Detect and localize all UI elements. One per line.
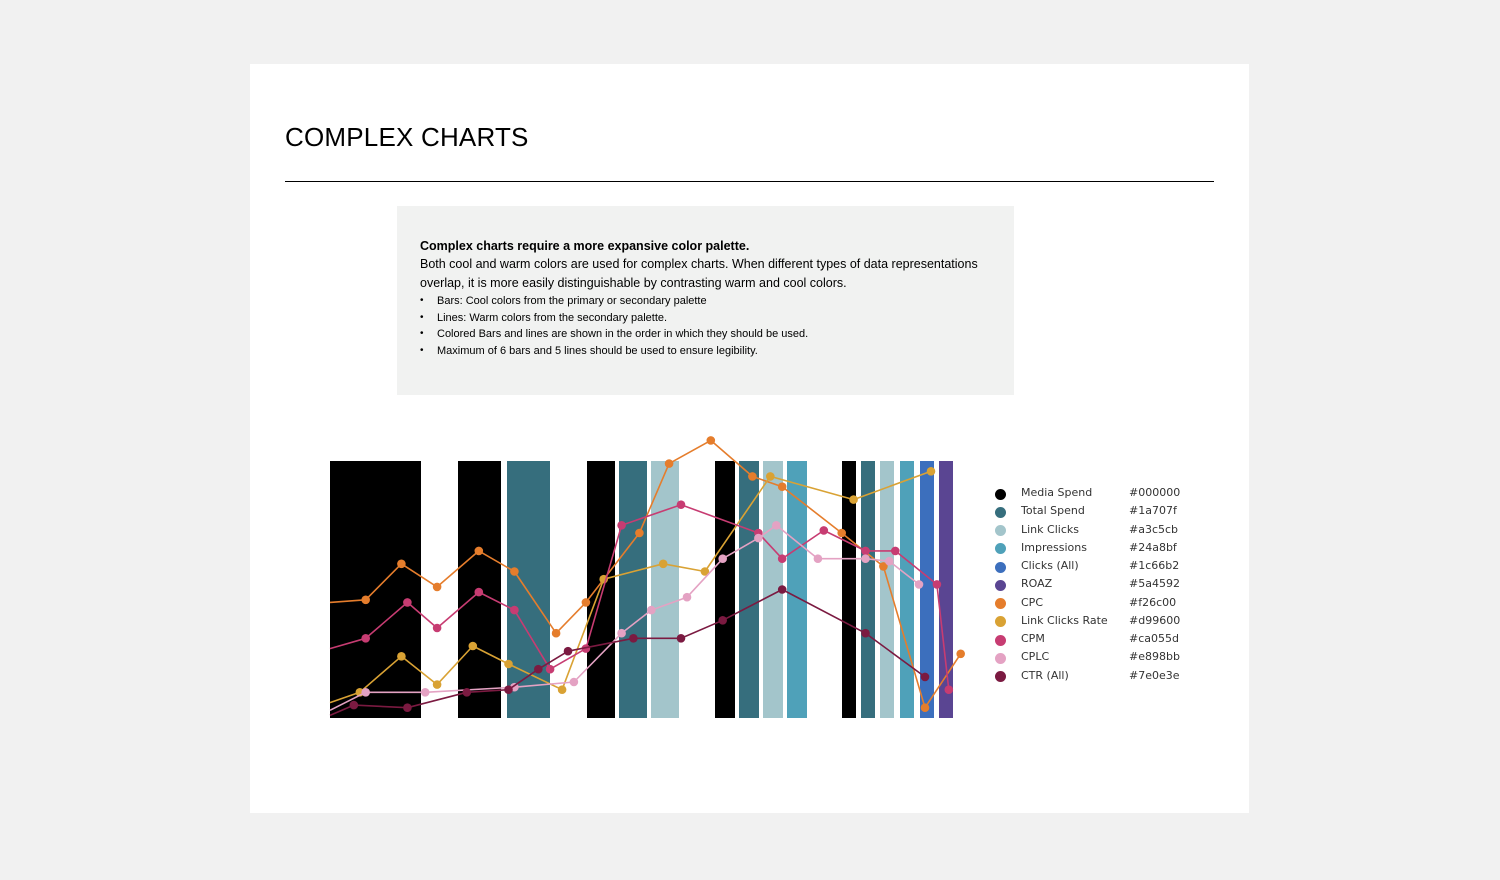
- legend-swatch: [995, 507, 1006, 518]
- point-cplc: [861, 554, 870, 563]
- legend-hex-code: #7e0e3e: [1129, 668, 1180, 682]
- legend-hex-code: #5a4592: [1129, 577, 1180, 591]
- legend-item: [995, 595, 1195, 613]
- point-ctr-all: [463, 688, 472, 697]
- point-cplc: [421, 688, 430, 697]
- bar-total-spend: [619, 461, 647, 718]
- point-cpm: [945, 685, 954, 694]
- point-ctr-all: [534, 665, 543, 674]
- point-cpc: [397, 560, 406, 569]
- point-link-clicks-rate: [927, 467, 936, 476]
- point-link-clicks-rate: [849, 495, 858, 504]
- point-cpm: [617, 521, 626, 530]
- legend-hex-code: #24a8bf: [1129, 540, 1177, 554]
- point-ctr-all: [350, 701, 359, 710]
- legend-item: [995, 613, 1195, 631]
- point-cpc: [665, 459, 674, 468]
- legend-label: Total Spend: [1021, 504, 1085, 518]
- point-cpc: [635, 529, 644, 538]
- legend-label: Link Clicks Rate: [1021, 613, 1108, 627]
- legend-label: Media Spend: [1021, 486, 1093, 499]
- legend-item: [995, 668, 1195, 686]
- point-cpm: [475, 588, 484, 597]
- legend-swatch: [995, 616, 1006, 627]
- point-ctr-all: [861, 629, 870, 638]
- legend-item: [995, 522, 1195, 540]
- point-cplc: [617, 629, 626, 638]
- point-cpc: [475, 547, 484, 556]
- point-cpc: [837, 529, 846, 538]
- legend-item: [995, 558, 1195, 576]
- point-cplc: [361, 688, 370, 697]
- point-cpm: [677, 500, 686, 509]
- legend-label: Link Clicks: [1021, 522, 1079, 536]
- point-cpm: [861, 547, 870, 556]
- point-cpm: [361, 634, 370, 643]
- point-cplc: [885, 557, 894, 566]
- legend-label: CPM: [1021, 632, 1045, 645]
- point-cpc: [707, 436, 716, 445]
- bullet-glyph: •: [420, 328, 424, 339]
- point-link-clicks-rate: [433, 680, 442, 689]
- point-cpm: [778, 554, 787, 563]
- legend-hex-code: #000000: [1129, 486, 1181, 499]
- legend-swatch: [995, 671, 1006, 682]
- legend-label: CPLC: [1021, 650, 1050, 664]
- bullet-glyph: •: [420, 311, 424, 323]
- bar-total-spend: [861, 461, 875, 718]
- page-card: [250, 64, 1249, 813]
- point-cpc: [956, 650, 965, 659]
- bar-total-spend: [507, 461, 550, 718]
- point-ctr-all: [921, 673, 930, 682]
- point-ctr-all: [629, 634, 638, 643]
- bar-media-spend: [715, 461, 735, 718]
- point-cplc: [683, 593, 692, 602]
- point-cplc: [915, 580, 924, 589]
- page-title: COMPLEX CHARTS: [285, 122, 529, 152]
- point-cpm: [891, 547, 900, 556]
- bullet-glyph: •: [420, 344, 424, 356]
- point-ctr-all: [778, 585, 787, 594]
- legend-swatch: [995, 543, 1006, 554]
- chart-legend: [995, 485, 1195, 686]
- legend-label: CPC: [1021, 595, 1043, 609]
- point-cpc: [552, 629, 561, 638]
- point-link-clicks-rate: [558, 685, 567, 694]
- point-link-clicks-rate: [397, 652, 406, 661]
- point-cpc: [510, 567, 519, 576]
- point-link-clicks-rate: [469, 642, 478, 651]
- point-link-clicks-rate: [766, 472, 775, 481]
- bar-link-clicks: [651, 461, 679, 718]
- point-cpc: [778, 482, 787, 491]
- bar-media-spend: [587, 461, 615, 718]
- legend-label: CTR (All): [1021, 668, 1069, 682]
- legend-hex-code: #ca055d: [1129, 632, 1179, 645]
- legend-swatch: [995, 653, 1006, 664]
- legend-swatch: [995, 489, 1006, 500]
- bar-roaz: [939, 461, 953, 718]
- legend-item: [995, 540, 1195, 558]
- point-ctr-all: [718, 616, 727, 625]
- legend-hex-code: #d99600: [1129, 613, 1181, 627]
- info-heading: Complex charts require a more expansive color palette.: [420, 239, 750, 253]
- point-ctr-all: [564, 647, 573, 656]
- point-ctr-all: [677, 634, 686, 643]
- point-cpc: [921, 703, 930, 712]
- legend-hex-code: #e898bb: [1129, 650, 1180, 664]
- point-ctr-all: [403, 703, 412, 712]
- point-cplc: [647, 606, 656, 615]
- point-cpc: [361, 596, 370, 605]
- bar-impressions: [900, 461, 914, 718]
- point-cpm: [546, 665, 555, 674]
- bullet-text: Maximum of 6 bars and 5 lines should be used to ensure legibility.: [437, 344, 758, 357]
- legend-swatch: [995, 562, 1006, 573]
- point-cplc: [570, 678, 579, 687]
- point-link-clicks-rate: [504, 660, 513, 669]
- bullet-text: Lines: Warm colors from the secondary palette.: [437, 311, 668, 324]
- legend-swatch: [995, 635, 1006, 646]
- point-cpm: [403, 598, 412, 607]
- point-cplc: [814, 554, 823, 563]
- bullet-text: Colored Bars and lines are shown in the order in which they should be used.: [437, 328, 809, 340]
- legend-item: [995, 649, 1195, 667]
- legend-label: ROAZ: [1021, 577, 1053, 591]
- point-cpm: [433, 624, 442, 633]
- bar-total-spend: [739, 461, 759, 718]
- point-cpm: [933, 580, 942, 589]
- info-body: Both cool and warm colors are used for complex charts. When different types of data representations overlap, it is more easily distinguishable by contrasting warm and cool colors.: [420, 257, 978, 290]
- legend-item: [995, 503, 1195, 521]
- legend-hex-code: #a3c5cb: [1129, 522, 1179, 536]
- legend-item: [995, 485, 1195, 503]
- legend-swatch: [995, 580, 1006, 591]
- point-cplc: [754, 534, 763, 543]
- legend-item: [995, 631, 1195, 649]
- legend-swatch: [995, 598, 1006, 609]
- bullet-glyph: •: [420, 295, 424, 306]
- point-cpc: [748, 472, 757, 481]
- legend-swatch: [995, 525, 1006, 536]
- bullet-text: Bars: Cool colors from the primary or secondary palette: [437, 295, 707, 307]
- point-cpm: [820, 526, 829, 535]
- complex-chart: [250, 64, 1249, 813]
- legend-hex-code: #f26c00: [1129, 595, 1177, 609]
- legend-hex-code: #1c66b2: [1129, 559, 1180, 572]
- point-link-clicks-rate: [659, 560, 668, 569]
- legend-hex-code: #1a707f: [1129, 504, 1177, 518]
- legend-item: [995, 576, 1195, 594]
- legend-label: Clicks (All): [1021, 559, 1079, 572]
- legend-label: Impressions: [1021, 540, 1087, 554]
- bar-link-clicks: [880, 461, 894, 718]
- point-cpm: [510, 606, 519, 615]
- point-cpc: [433, 583, 442, 592]
- bar-impressions: [787, 461, 807, 718]
- point-cplc: [718, 554, 727, 563]
- point-ctr-all: [504, 685, 513, 694]
- point-cplc: [772, 521, 781, 530]
- point-cpc: [582, 598, 591, 607]
